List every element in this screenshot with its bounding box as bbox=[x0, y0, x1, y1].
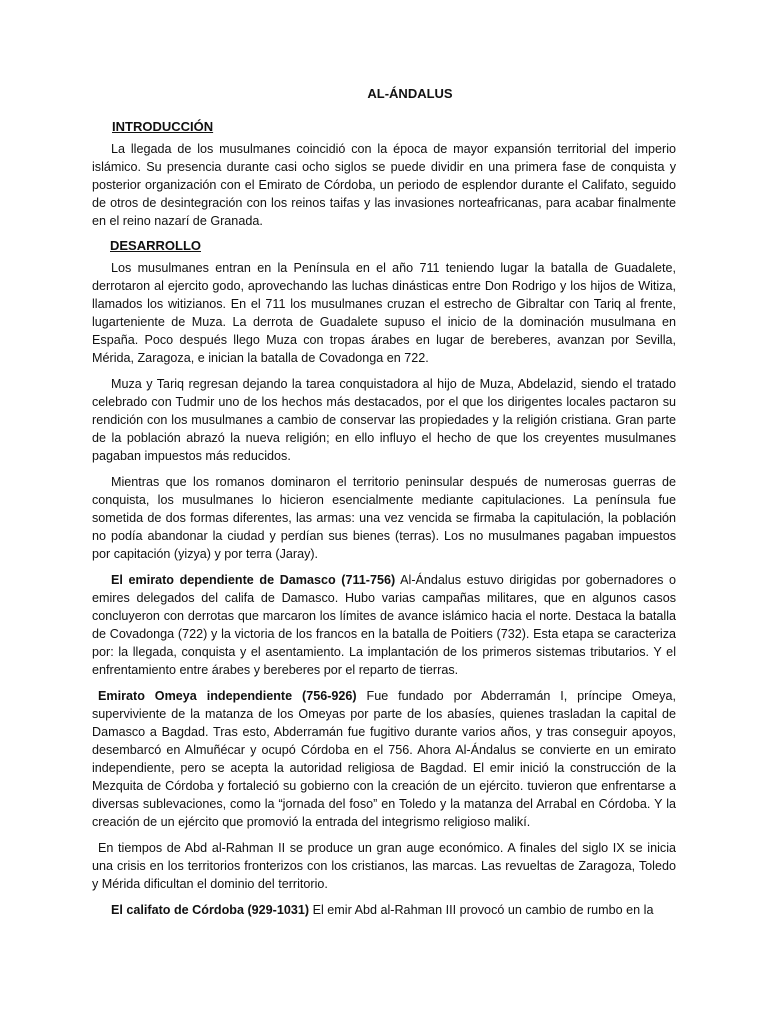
paragraph-text: Los musulmanes entran en la Península en el año 711 teniendo lugar la batalla de Guadalete, derrotaron al ejercito godo, aprovechando las luchas dinásticas entre Don Rodrigo y los hijos de Witiza, llamados los witizianos. En el 711 los musulmanes cruzan el estrecho de Gibraltar con Tariq al frente, lugarteniente de Muza. La derrota de Guadalete supuso el inicio de la dominación musulmana en España. Poco después llego Muza con tropas árabes en lugar de bereberes, avanzan por Sevilla, Mérida, Zaragoza, e inician la batalla de Covadonga en 722. bbox=[92, 261, 676, 365]
paragraph-tudmir bbox=[92, 375, 676, 465]
paragraph-conquista bbox=[92, 259, 676, 367]
paragraph-text: En tiempos de Abd al-Rahman II se produce un gran auge económico. A finales del siglo IX se inicia una crisis en los territorios fronterizos con los cristianos, las marcas. Las revueltas de Zaragoza, Toledo y Mérida dificultan el dominio del territorio. bbox=[92, 841, 676, 891]
paragraph-text: Al-Ándalus estuvo dirigidas por gobernadores o emires delegados del califa de Damasco. Hubo varias campañas militares, que en algunos casos concluyeron con derrotas que marcaron los límites de avance islámico hacia el norte. Destaca la batalla de Covadonga (722) y la victoria de los francos en la batalla de Poitiers (732). Esta etapa se caracteriza por: la llegada, conquista y el asentamiento. La implantación de los primeros sistemas tributarios. Y el enfrentamiento entre árabes y bereberes por el reparto de tierras. bbox=[92, 573, 676, 677]
paragraph-abd-al-rahman-ii bbox=[92, 839, 676, 893]
section-heading-desarrollo: DESARROLLO bbox=[110, 238, 201, 253]
paragraph-text: Fue fundado por Abderramán I, príncipe Omeya, superviviente de la matanza de los Omeyas por parte de los abasíes, quienes trasladan la capital de Damasco a Bagdad. Tras esto, Abderramán fue fugitivo durante varios años, y tras conseguir apoyos, desembarcó en Almuñécar y ocupó Córdoba en el 756. Ahora Al-Ándalus se convierte en un emirato independiente, pero se acepta la autoridad religiosa de Bagdad. El emir inició la construcción de la Mezquita de Córdoba y fortaleció su gobierno con la creación de un ejército. tuvieron que enfrentarse a diversas sublevaciones, como la “jornada del foso” en Toledo y la matanza del Arrabal en Córdoba. Y la creación de un ejército que promovió la entrada del integrismo religioso malikí. bbox=[92, 689, 676, 829]
paragraph-text: Mientras que los romanos dominaron el territorio peninsular después de numerosas guerras de conquista, los musulmanes lo hicieron esencialmente mediante capitulaciones. La península fue sometida de dos formas diferentes, las armas: una vez vencida se firmaba la capitulación, la población no podía abandonar la ciudad y perdían sus bienes (terras). Los no musulmanes pagaban impuestos por capitación (yizya) y por terra (Jaray). bbox=[92, 475, 676, 561]
paragraph-introduccion bbox=[92, 140, 676, 230]
paragraph-emirato-dependiente bbox=[92, 571, 676, 679]
paragraph-text: Muza y Tariq regresan dejando la tarea conquistadora al hijo de Muza, Abdelazid, siendo el tratado celebrado con Tudmir uno de los hechos más destacados, por el que los dirigentes locales pactaron su rendición con los musulmanes a cambio de conservar las propiedades y la religión cristiana. Gran parte de la población abrazó la nueva religión; en ello influyo el hecho de que los creyentes musulmanes pagaban impuestos más reducidos. bbox=[92, 377, 676, 463]
paragraph-lead: El califato de Córdoba (929-1031) bbox=[111, 903, 310, 917]
paragraph-lead: Emirato Omeya independiente (756-926) bbox=[98, 689, 357, 703]
paragraph-califato bbox=[92, 901, 676, 919]
paragraph-capitulaciones bbox=[92, 473, 676, 563]
paragraph-text: El emir Abd al-Rahman III provocó un cambio de rumbo en la bbox=[309, 903, 654, 917]
paragraph-lead: El emirato dependiente de Damasco (711-756) bbox=[111, 573, 396, 587]
paragraph-emirato-omeya bbox=[92, 687, 676, 831]
document-title: AL-ÁNDALUS bbox=[367, 86, 453, 101]
section-heading-introduccion: INTRODUCCIÓN bbox=[112, 119, 214, 134]
paragraph-text: La llegada de los musulmanes coincidió con la época de mayor expansión territorial del imperio islámico. Su presencia durante casi ocho siglos se puede dividir en una primera fase de conquista y posterior organización con el Emirato de Córdoba, un periodo de esplendor durante el Califato, seguido de otros de desintegración con los reinos taifas y las invasiones norteafricanas, para acabar finalmente en el reino nazarí de Granada. bbox=[92, 142, 676, 228]
